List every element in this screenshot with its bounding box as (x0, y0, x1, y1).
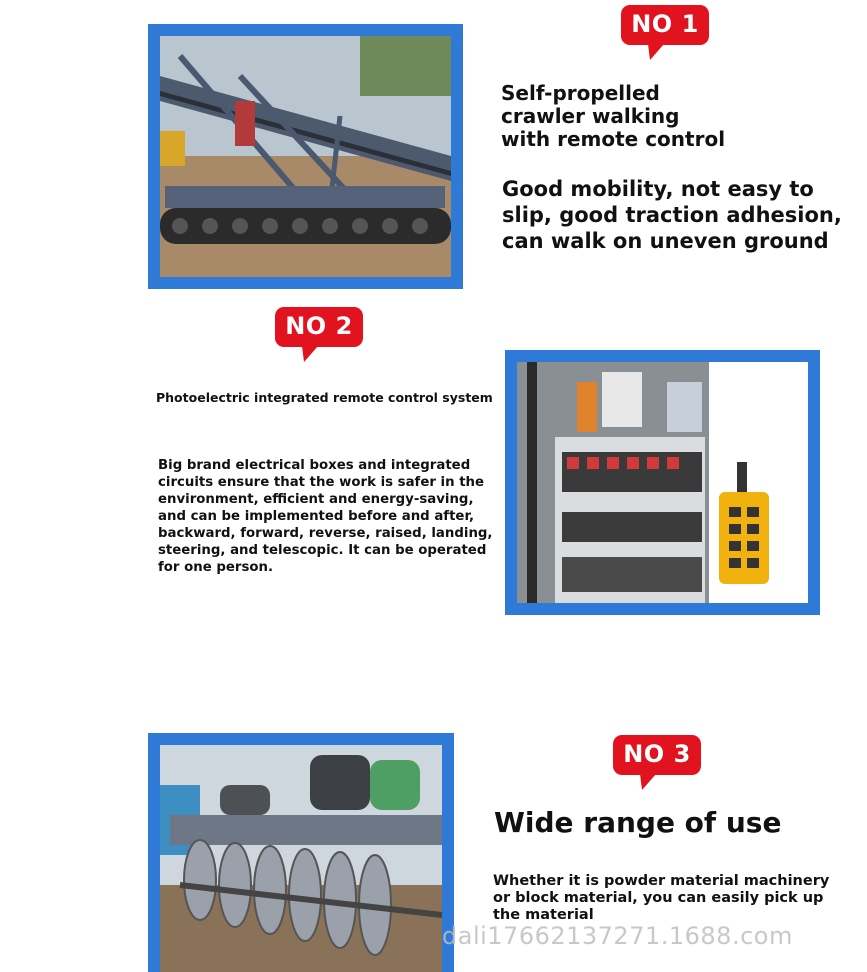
section3-body: Whether it is powder material machinery or block material, you can easily pick up the material (493, 873, 830, 923)
badge-no3-label: NO 3 (623, 740, 691, 768)
badge-no2 (274, 306, 364, 352)
badge-no1 (620, 4, 710, 50)
section2-body: Big brand electrical boxes and integrated circuits ensure that the work is safer in the environment, efficient and energy-saving, and can be implemented before and after, backward, forward, reverse, raised, landing, steering, and telescopic. It can be operated for one person. (158, 458, 493, 575)
photo-screw-feeder (160, 745, 442, 972)
section1-title: Self-propelled crawler walking with remote control (501, 81, 726, 151)
photo-frame-screw (148, 733, 454, 972)
section1-subtitle: Good mobility, not easy to slip, good traction adhesion, can walk on uneven ground (502, 177, 842, 253)
photo-control-box (517, 362, 808, 603)
photo-frame-control (505, 350, 820, 615)
photo-crawler-conveyor (160, 36, 451, 277)
section2-title: Photoelectric integrated remote control system (156, 390, 493, 405)
badge-no1-label: NO 1 (631, 10, 699, 38)
badge-no3 (612, 734, 702, 780)
section3-title: Wide range of use (494, 806, 782, 839)
photo-frame-conveyor (148, 24, 463, 289)
watermark: dali17662137271.1688.com (442, 922, 793, 950)
badge-no2-label: NO 2 (285, 312, 353, 340)
